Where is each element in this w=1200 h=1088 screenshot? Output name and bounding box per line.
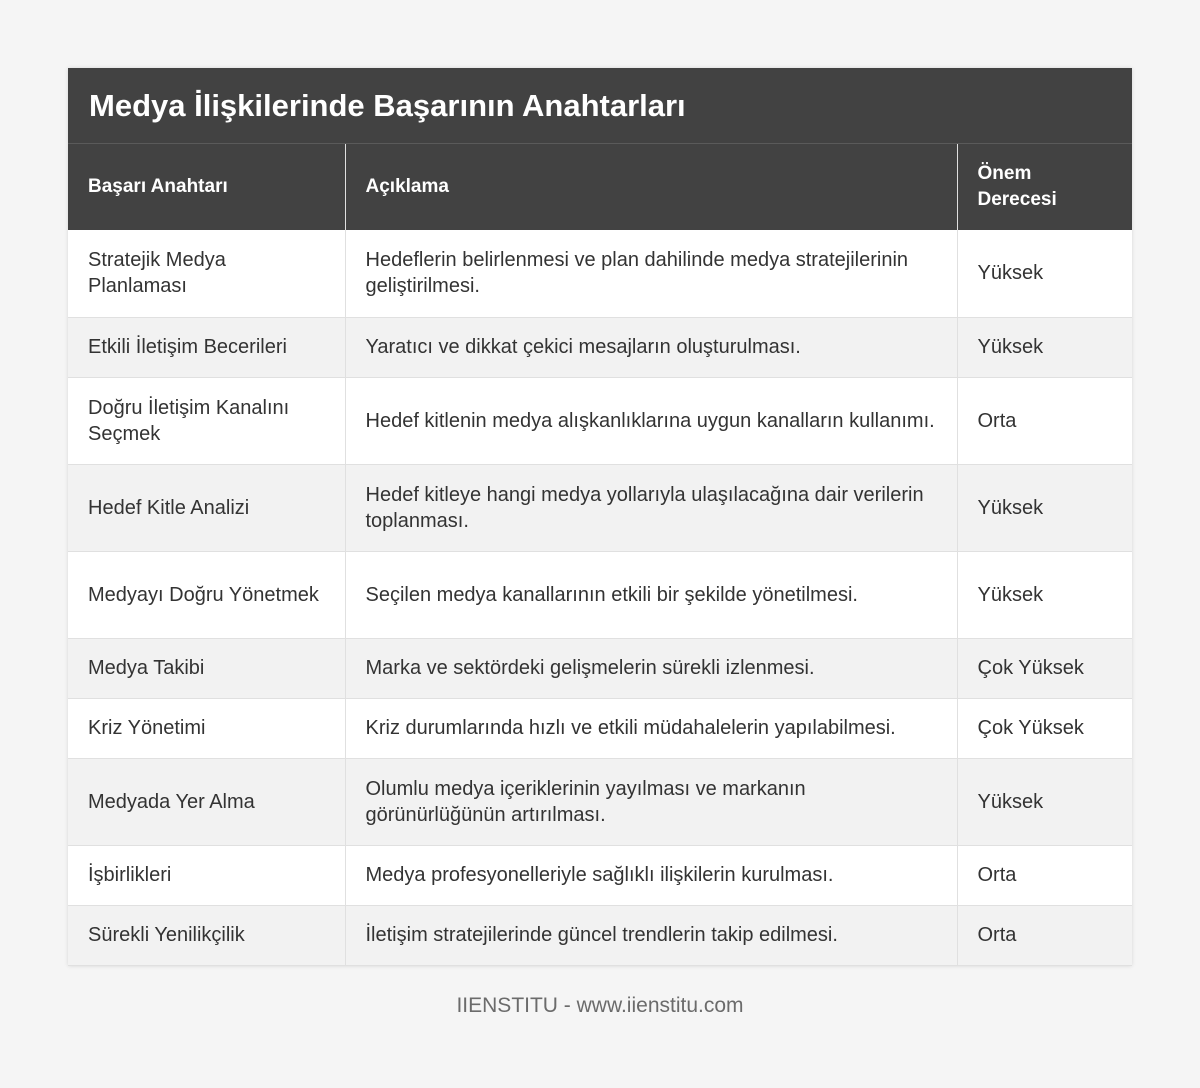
cell-key: Sürekli Yenilikçilik (68, 905, 345, 965)
cell-key: Medyada Yer Alma (68, 758, 345, 845)
table-row (68, 317, 1132, 377)
cell-description: Hedeflerin belirlenmesi ve plan dahilinde medya stratejilerinin geliştirilmesi. (345, 230, 957, 317)
table-row (68, 758, 1132, 845)
cell-key: Stratejik Medya Planlaması (68, 230, 345, 317)
cell-key: Medya Takibi (68, 638, 345, 698)
table-card (68, 68, 1132, 966)
cell-importance: Yüksek (957, 317, 1132, 377)
table-row (68, 230, 1132, 317)
cell-key: Doğru İletişim Kanalını Seçmek (68, 377, 345, 464)
cell-description: Seçilen medya kanallarının etkili bir şekilde yönetilmesi. (345, 551, 957, 638)
cell-description: Hedef kitlenin medya alışkanlıklarına uygun kanalların kullanımı. (345, 377, 957, 464)
table-row (68, 698, 1132, 758)
cell-importance: Orta (957, 845, 1132, 905)
cell-description: Hedef kitleye hangi medya yollarıyla ulaşılacağına dair verilerin toplanması. (345, 464, 957, 551)
cell-key: İşbirlikleri (68, 845, 345, 905)
table-row (68, 638, 1132, 698)
cell-importance: Orta (957, 377, 1132, 464)
cell-description: İletişim stratejilerinde güncel trendlerin takip edilmesi. (345, 905, 957, 965)
cell-key: Hedef Kitle Analizi (68, 464, 345, 551)
table-row (68, 905, 1132, 965)
footer-credit: IIENSTITU - www.iienstitu.com (456, 994, 744, 1017)
cell-importance: Yüksek (957, 758, 1132, 845)
cell-key: Medyayı Doğru Yönetmek (68, 551, 345, 638)
table-title: Medya İlişkilerinde Başarının Anahtarları (68, 68, 1132, 144)
cell-description: Medya profesyonelleriyle sağlıklı ilişkilerin kurulması. (345, 845, 957, 905)
cell-importance: Orta (957, 905, 1132, 965)
cell-importance: Çok Yüksek (957, 698, 1132, 758)
cell-importance: Çok Yüksek (957, 638, 1132, 698)
cell-importance: Yüksek (957, 551, 1132, 638)
cell-importance: Yüksek (957, 230, 1132, 317)
cell-description: Olumlu medya içeriklerinin yayılması ve markanın görünürlüğünün artırılması. (345, 758, 957, 845)
header-row (68, 144, 1132, 230)
cell-key: Etkili İletişim Becerileri (68, 317, 345, 377)
header-description: Açıklama (345, 144, 957, 230)
table-row (68, 551, 1132, 638)
header-importance: Önem Derecesi (957, 144, 1132, 230)
cell-description: Marka ve sektördeki gelişmelerin sürekli izlenmesi. (345, 638, 957, 698)
header-success-key: Başarı Anahtarı (68, 144, 345, 230)
table-row (68, 377, 1132, 464)
table-row (68, 845, 1132, 905)
cell-key: Kriz Yönetimi (68, 698, 345, 758)
cell-description: Yaratıcı ve dikkat çekici mesajların oluşturulması. (345, 317, 957, 377)
cell-description: Kriz durumlarında hızlı ve etkili müdahalelerin yapılabilmesi. (345, 698, 957, 758)
cell-importance: Yüksek (957, 464, 1132, 551)
table-row (68, 464, 1132, 551)
success-keys-table (68, 144, 1132, 966)
